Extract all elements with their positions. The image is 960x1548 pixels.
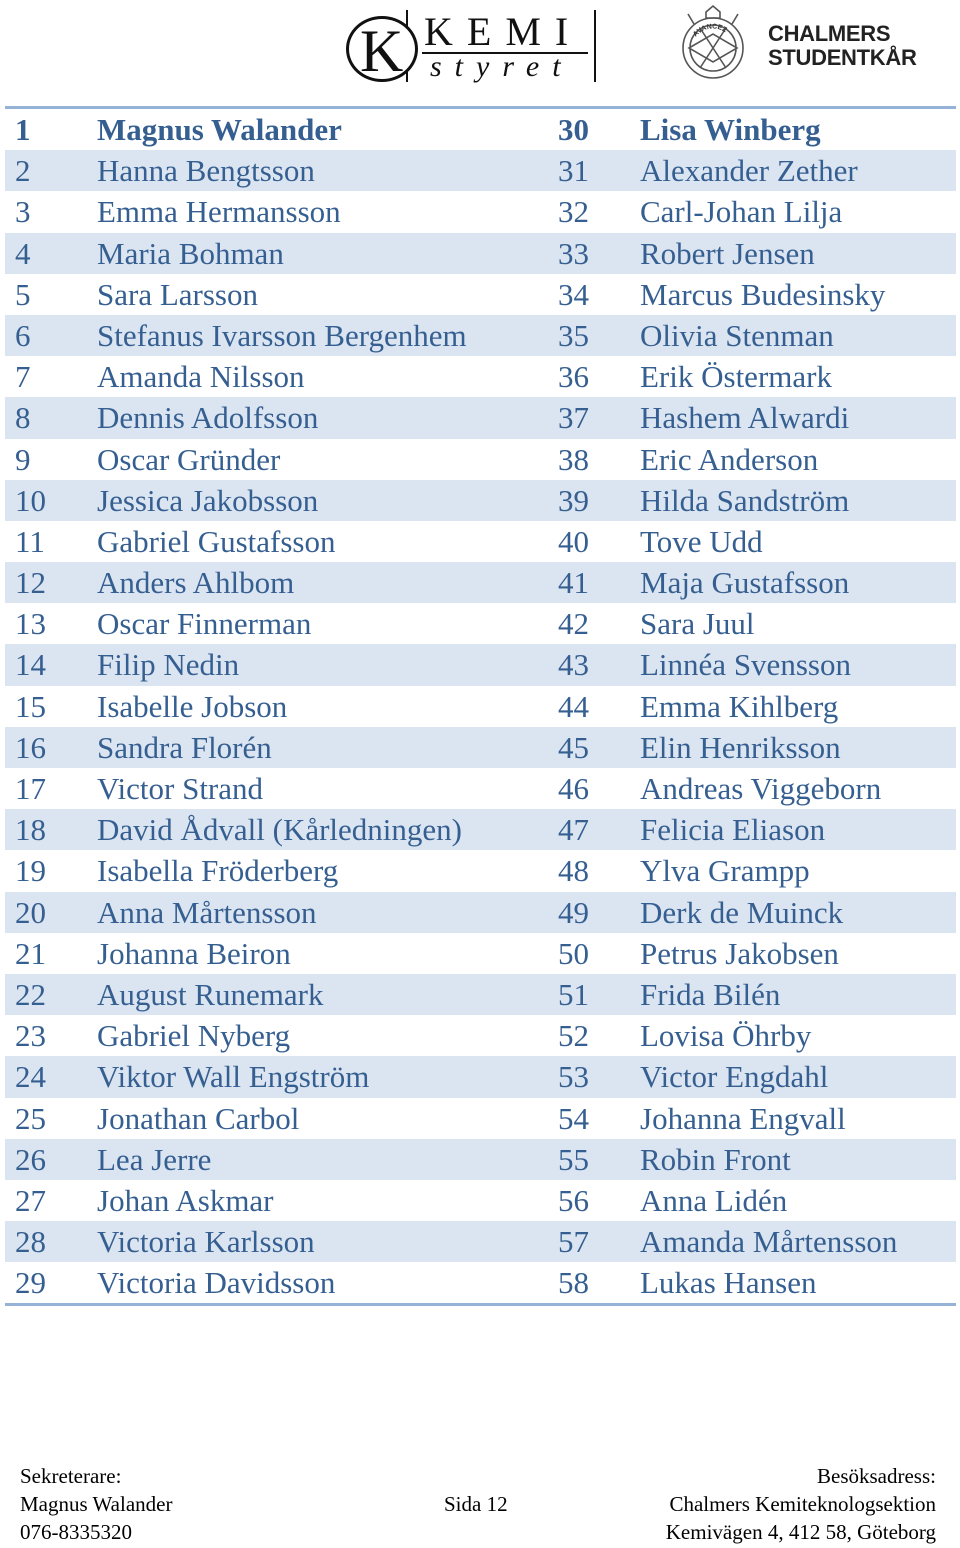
row-name-right: Frida Bilén	[640, 976, 781, 1012]
studentkar-word: STUDENTKÅR	[768, 45, 917, 70]
table-row	[5, 892, 956, 933]
row-number-right: 47	[558, 812, 589, 848]
row-number-left: 19	[15, 853, 46, 889]
chalmers-seal-icon	[672, 4, 754, 86]
row-name-right: Felicia Eliason	[640, 812, 826, 848]
row-name-right: Robert Jensen	[640, 235, 815, 271]
row-number-right: 49	[558, 894, 589, 930]
row-number-right: 36	[558, 359, 589, 395]
row-name-left: Victoria Karlsson	[97, 1224, 315, 1260]
row-number-left: 24	[15, 1059, 46, 1095]
row-number-right: 40	[558, 523, 589, 559]
row-number-right: 43	[558, 647, 589, 683]
kemi-word: KEMI	[424, 9, 583, 54]
row-name-right: Olivia Stenman	[640, 317, 834, 353]
row-number-right: 45	[558, 729, 589, 765]
row-number-left: 22	[15, 976, 46, 1012]
table-row	[5, 191, 956, 232]
row-name-right: Erik Östermark	[640, 359, 832, 395]
row-number-right: 37	[558, 400, 589, 436]
row-number-right: 54	[558, 1100, 589, 1136]
row-number-right: 58	[558, 1265, 589, 1301]
table-row	[5, 768, 956, 809]
row-number-left: 1	[15, 112, 31, 147]
page-footer	[0, 1462, 960, 1548]
table-row	[5, 274, 956, 315]
row-number-right: 30	[558, 112, 589, 147]
row-name-right: Lovisa Öhrby	[640, 1018, 812, 1054]
row-number-left: 29	[15, 1265, 46, 1301]
row-number-right: 50	[558, 935, 589, 971]
table-row	[5, 1098, 956, 1139]
row-name-right: Anna Lidén	[640, 1182, 788, 1218]
table-row	[5, 397, 956, 438]
seal-text: AVANCEZ	[692, 23, 728, 39]
table-row	[5, 1015, 956, 1056]
styret-word: styret	[430, 50, 574, 83]
row-name-right: Emma Kihlberg	[640, 688, 839, 724]
row-name-left: Amanda Nilsson	[97, 359, 305, 395]
row-number-left: 23	[15, 1018, 46, 1054]
row-number-left: 9	[15, 441, 31, 477]
chalmers-studentkar-logo	[672, 4, 922, 86]
name-list-table	[5, 106, 956, 1306]
secretary-label: Sekreterare:	[20, 1464, 122, 1488]
page-number: Sida 12	[444, 1492, 508, 1516]
row-name-right: Tove Udd	[640, 523, 763, 559]
row-name-left: Anna Mårtensson	[97, 894, 317, 930]
row-name-left: Viktor Wall Engström	[97, 1059, 370, 1095]
table-row	[5, 356, 956, 397]
row-number-left: 7	[15, 359, 31, 395]
row-number-right: 56	[558, 1182, 589, 1218]
table-row	[5, 521, 956, 562]
row-number-left: 2	[15, 153, 31, 189]
row-name-right: Alexander Zether	[640, 153, 858, 189]
table-row	[5, 850, 956, 891]
row-name-right: Eric Anderson	[640, 441, 819, 477]
row-name-left: August Runemark	[97, 976, 324, 1012]
row-name-left: Dennis Adolfsson	[97, 400, 319, 436]
row-name-left: Victoria Davidsson	[97, 1265, 336, 1301]
table-row	[5, 150, 956, 191]
row-number-right: 38	[558, 441, 589, 477]
row-name-left: Oscar Gründer	[97, 441, 281, 477]
row-name-right: Lisa Winberg	[640, 112, 821, 147]
row-name-left: Jonathan Carbol	[97, 1100, 300, 1136]
row-name-right: Robin Front	[640, 1141, 791, 1177]
address-label: Besöksadress:	[817, 1464, 936, 1488]
table-row	[5, 439, 956, 480]
row-name-right: Petrus Jakobsen	[640, 935, 839, 971]
table-row	[5, 233, 956, 274]
address-street: Kemivägen 4, 412 58, Göteborg	[665, 1520, 936, 1544]
row-name-right: Lukas Hansen	[640, 1265, 817, 1301]
row-name-left: Sara Larsson	[97, 276, 258, 312]
row-number-left: 8	[15, 400, 31, 436]
row-number-right: 46	[558, 771, 589, 806]
row-name-left: Sandra Florén	[97, 729, 272, 765]
address-organisation: Chalmers Kemiteknologsektion	[669, 1492, 936, 1516]
table-row	[5, 1056, 956, 1097]
row-name-left: Filip Nedin	[97, 647, 240, 683]
row-name-right: Sara Juul	[640, 606, 755, 642]
k-circle-icon	[346, 16, 418, 82]
row-number-left: 16	[15, 729, 46, 765]
row-number-right: 52	[558, 1018, 589, 1054]
k-letter: K	[360, 18, 404, 84]
row-name-right: Elin Henriksson	[640, 729, 841, 765]
row-name-right: Carl-Johan Lilja	[640, 194, 843, 230]
row-number-left: 13	[15, 606, 46, 642]
row-name-right: Hilda Sandström	[640, 482, 850, 518]
row-number-left: 3	[15, 194, 31, 230]
row-name-right: Linnéa Svensson	[640, 647, 851, 683]
secretary-phone: 076-8335320	[20, 1520, 132, 1544]
footer-address	[666, 1462, 936, 1546]
table-row	[5, 603, 956, 644]
table-row	[5, 1221, 956, 1262]
table-row	[5, 809, 956, 850]
table-row	[5, 686, 956, 727]
row-number-left: 18	[15, 812, 46, 848]
row-name-left: Oscar Finnerman	[97, 606, 312, 642]
row-name-left: Lea Jerre	[97, 1141, 212, 1177]
row-name-left: Stefanus Ivarsson Bergenhem	[97, 317, 467, 353]
table-row	[5, 1180, 956, 1221]
table-row	[5, 562, 956, 603]
row-name-right: Maja Gustafsson	[640, 565, 850, 601]
row-number-left: 25	[15, 1100, 46, 1136]
page-header	[0, 0, 960, 100]
row-name-left: Isabelle Jobson	[97, 688, 288, 724]
secretary-name: Magnus Walander	[20, 1492, 173, 1516]
row-number-left: 15	[15, 688, 46, 724]
row-number-right: 31	[558, 153, 589, 189]
row-number-right: 42	[558, 606, 589, 642]
row-name-left: Magnus Walander	[97, 112, 342, 147]
row-number-left: 28	[15, 1224, 46, 1260]
row-name-right: Derk de Muinck	[640, 894, 844, 930]
row-number-right: 39	[558, 482, 589, 518]
row-name-right: Johanna Engvall	[640, 1100, 846, 1136]
row-name-left: Johan Askmar	[97, 1182, 274, 1218]
row-name-left: David Ådvall (Kårledningen)	[97, 812, 462, 848]
row-name-left: Hanna Bengtsson	[97, 153, 315, 189]
row-number-left: 4	[15, 235, 31, 271]
row-number-right: 53	[558, 1059, 589, 1095]
row-name-right: Hashem Alwardi	[640, 400, 850, 436]
row-number-right: 55	[558, 1141, 589, 1177]
row-number-right: 32	[558, 194, 589, 230]
table-row	[5, 480, 956, 521]
row-number-left: 17	[15, 771, 46, 806]
row-name-right: Andreas Viggeborn	[640, 771, 882, 806]
row-number-left: 14	[15, 647, 46, 683]
row-name-left: Victor Strand	[97, 771, 264, 806]
row-number-right: 41	[558, 565, 589, 601]
row-name-right: Ylva Grampp	[640, 853, 810, 889]
kemistyret-wordmark	[406, 10, 596, 82]
row-number-left: 27	[15, 1182, 46, 1218]
row-name-right: Victor Engdahl	[640, 1059, 829, 1095]
row-name-left: Johanna Beiron	[97, 935, 291, 971]
table-row	[5, 644, 956, 685]
row-name-left: Anders Ahlbom	[97, 565, 295, 601]
row-name-left: Emma Hermansson	[97, 194, 341, 230]
row-number-left: 6	[15, 317, 31, 353]
table-row	[5, 1139, 956, 1180]
row-number-right: 51	[558, 976, 589, 1012]
table-row	[5, 109, 956, 150]
row-number-left: 20	[15, 894, 46, 930]
table-row	[5, 315, 956, 356]
table-row	[5, 974, 956, 1015]
row-number-right: 35	[558, 317, 589, 353]
row-number-left: 11	[15, 523, 45, 559]
row-name-right: Marcus Budesinsky	[640, 276, 886, 312]
row-name-left: Jessica Jakobsson	[97, 482, 319, 518]
row-number-left: 5	[15, 276, 31, 312]
row-name-right: Amanda Mårtensson	[640, 1224, 898, 1260]
row-number-right: 48	[558, 853, 589, 889]
row-name-left: Maria Bohman	[97, 235, 284, 271]
chalmers-studentkar-text	[768, 22, 917, 70]
table-row	[5, 933, 956, 974]
row-number-right: 34	[558, 276, 589, 312]
row-number-left: 10	[15, 482, 46, 518]
row-name-left: Gabriel Nyberg	[97, 1018, 291, 1054]
row-number-right: 57	[558, 1224, 589, 1260]
table-row	[5, 727, 956, 768]
chalmers-word: CHALMERS	[768, 21, 891, 46]
row-name-left: Isabella Fröderberg	[97, 853, 339, 889]
row-number-right: 33	[558, 235, 589, 271]
row-number-left: 26	[15, 1141, 46, 1177]
kemistyret-logo	[346, 8, 602, 86]
row-number-left: 21	[15, 935, 46, 971]
row-number-right: 44	[558, 688, 589, 724]
footer-secretary	[20, 1462, 172, 1546]
row-number-left: 12	[15, 565, 46, 601]
row-name-left: Gabriel Gustafsson	[97, 523, 336, 559]
table-row	[5, 1262, 956, 1303]
